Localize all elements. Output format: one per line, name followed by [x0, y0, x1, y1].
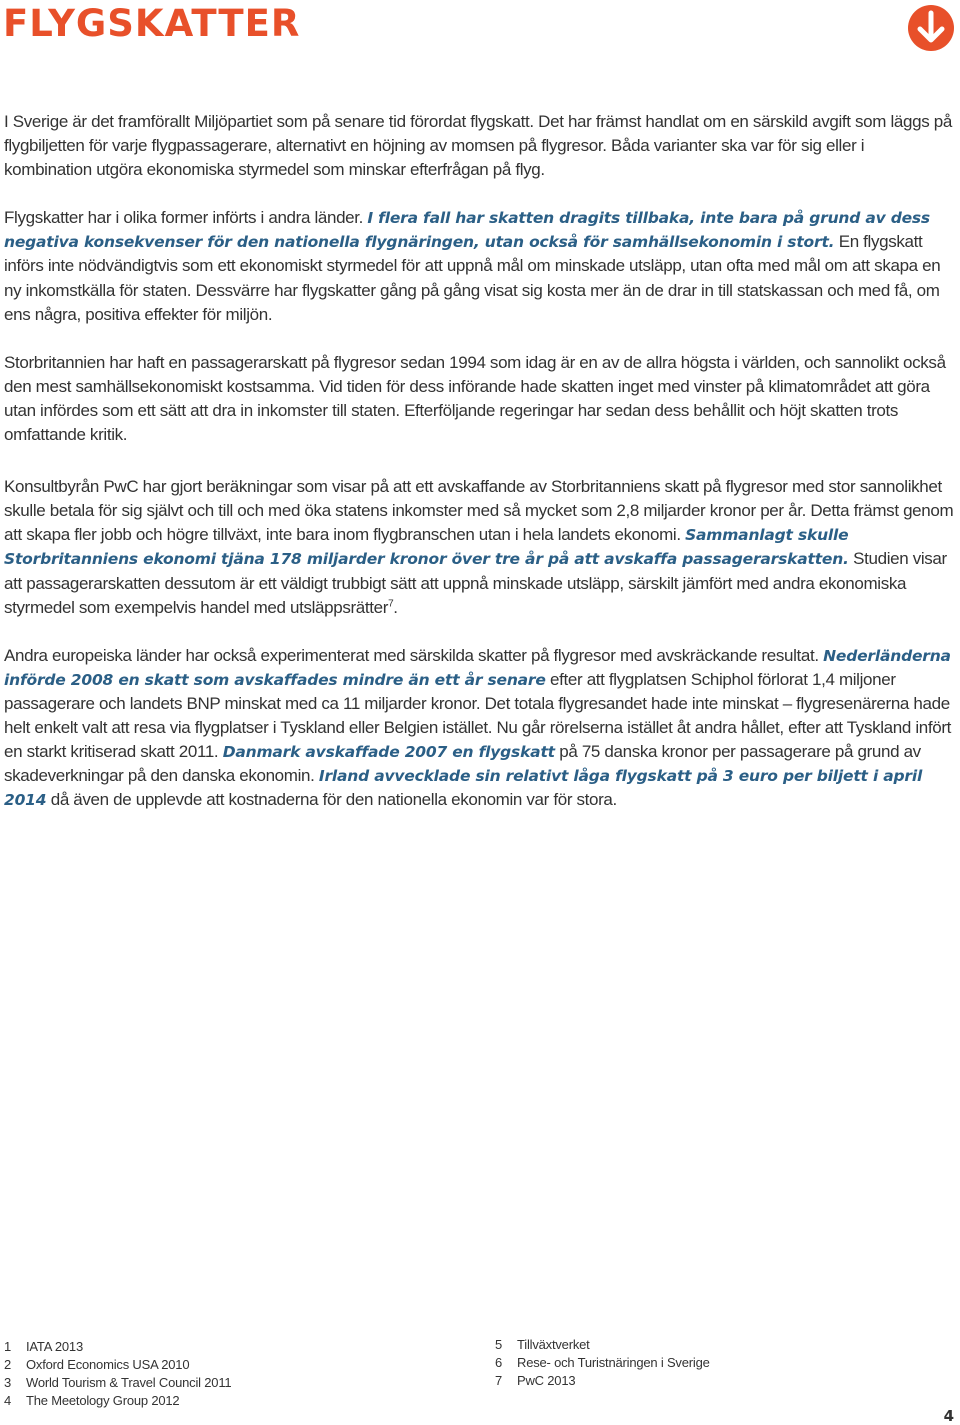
footnote-number: 5 [495, 1337, 503, 1352]
paragraph [4, 206, 956, 326]
arrow-down-circle-icon [907, 4, 955, 52]
footnote-number: 4 [4, 1393, 12, 1408]
highlight-text: Nederländerna införde 2008 en skatt som avskaffades mindre än ett år senare [4, 646, 951, 689]
footnote [4, 1356, 231, 1374]
paragraph [4, 475, 956, 620]
footnote-number: 7 [495, 1373, 503, 1388]
paragraph-text: Konsultbyrån PwC har gjort beräkningar som visar på att ett avskaffande av Storbritanniens skatt på flygresor med stor sannolikhet skulle betala för sig självt och till och med öka statens inkomster med så mycket som 2,8 miljarder kronor per år. Detta främst genom att skapa fler jobb och högre tillväxt, inte bara inom flygbranschen utan i hela landets ekonomi. [4, 477, 954, 545]
article-body [4, 110, 956, 836]
paragraph [4, 351, 956, 447]
footnote-text: PwC 2013 [517, 1373, 576, 1388]
paragraph-text: efter att flygplatsen Schiphol förlorat 1,4 miljoner passagerare och landets BNP minskat med ca 11 miljarder kronor. Det totala flygresandet hade inte minskat – flygresenärerna hade helt enkelt valt att resa via flygplatser i Tyskland eller Belgien istället. Nu går rörelserna istället åt andra hållet, efter att Tyskland infört en starkt kritiserad skatt 2011. [4, 669, 952, 762]
footnote [4, 1338, 231, 1356]
footnote-text: Oxford Economics USA 2010 [26, 1357, 190, 1372]
footnote-text: Rese- och Turistnäringen i Sverige [517, 1355, 710, 1370]
paragraph-text: då även de upplevde att kostnaderna för den nationella ekonomin var för stora. [46, 790, 617, 810]
footnote [495, 1336, 710, 1354]
footnote-number: 6 [495, 1355, 503, 1370]
page-title: FLYGSKATTER [3, 2, 301, 45]
footnote-text: World Tourism & Travel Council 2011 [26, 1375, 232, 1390]
footnote [4, 1392, 231, 1410]
paragraph-text: I Sverige är det framförallt Miljöpartiet som på senare tid förordat flygskatt. Det har främst handlat om en särskild avgift som läggs på flygbiljetten för varje flygpassagerare, alternativt en höjning av momsen på flygresor. Båda varianter ska var för sig eller i kombination utgöra ekonomiska styrmedel som minskar efterfrågan på flyg. [4, 112, 952, 180]
paragraph-text: på 75 danska kronor per passagerare på grund av skadeverkningar på den danska ekonomin. [4, 742, 921, 786]
paragraph-text: Storbritannien har haft en passagerarskatt på flygresor sedan 1994 som idag är en av de allra högsta i världen, och sannolikt också den mest samhällsekonomiskt kostsamma. Vid tiden för dess införande hade skatten inget med vinster på klimatområdet att göra utan infördes som ett sätt att dra in inkomster till staten. Efterföljande regeringar har sedan dess behållit och höjt skatten trots omfattande kritik. [4, 352, 946, 445]
highlight-text: I flera fall har skatten dragits tillbaka, inte bara på grund av dess negativa konsekvenser för den nationella flygnäringen, utan också för samhällsekonomin i stort. [4, 209, 930, 252]
highlight-text: Danmark avskaffade 2007 en flygskatt [222, 743, 555, 762]
footnote-text: Tillväxtverket [517, 1337, 590, 1352]
highlight-text: Sammanlagt skulle Storbritanniens ekonomi tjäna 178 miljarder kronor över tre år på att avskaffa passagerarskatten. [4, 526, 849, 569]
footnote-number: 2 [4, 1357, 12, 1372]
footnote-number: 3 [4, 1375, 12, 1390]
footnote [495, 1372, 710, 1390]
paragraph-text: . [393, 597, 398, 617]
footnotes-right [495, 1336, 710, 1390]
footnote-number: 1 [4, 1339, 12, 1354]
footnote-ref: 7 [388, 597, 394, 609]
paragraph [4, 110, 956, 182]
paragraph [4, 644, 956, 813]
paragraph-text: Studien visar att passagerarskatten dessutom är ett väldigt trubbigt sätt att uppnå minskade utsläpp, särskilt jämfört med andra ekonomiska styrmedel som exempelvis handel med utsläppsrätter [4, 549, 947, 617]
paragraph-text: Flygskatter har i olika former införts i andra länder. [4, 208, 368, 228]
paragraph-text: Andra europeiska länder har också experimenterat med särskilda skatter på flygresor med avskräckande resultat. [4, 645, 824, 665]
footnote [4, 1374, 231, 1392]
footnotes-left [4, 1338, 231, 1410]
footnote-text: IATA 2013 [26, 1339, 83, 1354]
footnote [495, 1354, 710, 1372]
paragraph-text: En flygskatt införs inte nödvändigtvis som ett ekonomiskt styrmedel för att uppnå mål om minskade utsläpp, utan ofta med mål om att skapa en ny inkomstkälla för staten. Dessvärre har flygskatter gång på gång visat sig kosta mer än de drar in till statskassan och med få, om ens några, positiva effekter för miljön. [4, 232, 941, 324]
page-number: 4 [943, 1407, 954, 1425]
footnote-text: The Meetology Group 2012 [26, 1393, 180, 1408]
highlight-text: Irland avvecklade sin relativt låga flygskatt på 3 euro per biljett i april 2014 [4, 767, 923, 810]
